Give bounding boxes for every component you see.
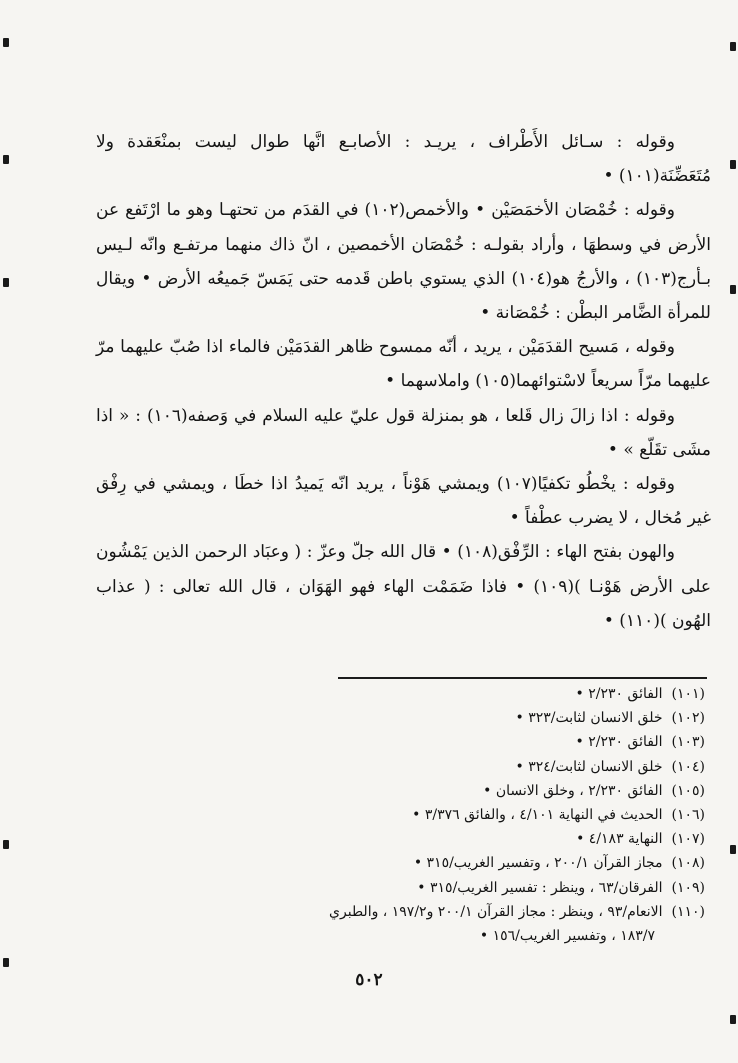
- footnote-number: (١٠٦): [671, 807, 705, 824]
- right-margin-mark: [730, 160, 736, 169]
- footnote-number: (١٠٥): [671, 782, 705, 799]
- footnote-number: (١٠١): [671, 686, 705, 702]
- footnote-text: خلق الانسان لثابت/٣٢٤ •: [515, 758, 663, 775]
- footnote: [96, 706, 705, 730]
- footnote-text: الحديث في النهاية ٤/١٠١ ، والفائق ٣/٣٧٦ •: [412, 807, 663, 824]
- footnote: [96, 779, 705, 803]
- paragraph: وقوله ، مَسيح القدَمَيْن ، يريد ، أنّه ممسوح ظاهر القدَمَيْن فالماء اذا صُبّ عليهما مرّ عليهما مرّاً سريعاً لاسْتوائهما(١٠٥) واملاسهما •: [96, 337, 711, 392]
- footnote-text: الفائق ٢/٢٣٠ •: [575, 734, 663, 751]
- footnote-text: الفرقان/٦٣ ، وينظر : تفسير الغريب/٣١٥ •: [417, 879, 663, 896]
- left-margin-mark: [3, 278, 9, 287]
- footnote: [96, 900, 705, 924]
- right-margin-mark: [730, 845, 736, 854]
- paragraph: وقوله : يخْطُو تكفيًا(١٠٧) ويمشي هَوْناً ، يريد انّه يَميدُ اذا خطَا ، ويمشي في رِفْق غير مُخال ، لا يضرب عطْفاً •: [96, 474, 711, 529]
- footnote-number: (١٠٧): [671, 831, 705, 848]
- footnote-divider: [338, 677, 707, 679]
- footnote-text: الانعام/٩٣ ، وينظر : مجاز القرآن ٢٠٠/١ و١٩٧/٢ ، والطبري: [329, 903, 663, 920]
- left-margin-mark: [3, 958, 9, 967]
- footnote: [96, 730, 705, 754]
- footnote: [96, 682, 705, 706]
- paragraph: وقوله : خُمْصَان الأخمَصَيْن • والأخمص(١٠٢) في القدَم من تحتهـا وهو ما ارْتَفع عن الأرض في وسطهَا ، وأراد بقولـه : خُمْصَان الأخمصين ، انّ ذاك منهما مرتفـع وانّه لـيس بـأرج(١٠٣) ، والأرجُ هو(١٠٤) الذي يستوي باطن قَدمه حتى يَمَسّ جَميعُه الأرض • ويقال للمرأة الضَّامر البطْن : خُمْصَانة •: [96, 200, 711, 324]
- footnote: [96, 827, 705, 851]
- footnote-number: (١٠٣): [671, 734, 705, 751]
- footnote-number: (١٠٨): [671, 855, 705, 872]
- footnote-continuation: ١٨٣/٧ ، وتفسير الغريب/١٥٦ •: [479, 928, 655, 945]
- footnote: [96, 755, 705, 779]
- footnote: [96, 803, 705, 827]
- footnote-number: (١٠٩): [671, 879, 705, 896]
- page-number: ٥٠٢: [355, 970, 383, 990]
- paragraph: والهون بفتح الهاء : الرِّفْق(١٠٨) • قال الله جلّ وعزّ : ( وعبَاد الرحمن الذين يَمْشُون على الأرض هَوْنـا )(١٠٩) • فاذا ضَمَمْت الهاء فهو الهَوَان ، قال الله تعالى : ( عذاب الهُون )(١١٠) •: [96, 542, 711, 631]
- footnote: [96, 851, 705, 875]
- footnote-text: الفائق ٢/٢٣٠ •: [575, 686, 663, 702]
- footnote: [96, 876, 705, 900]
- footnote-number: (١١٠): [671, 903, 705, 920]
- footnote-number: (١٠٤): [671, 758, 705, 775]
- footnote-text: مجاز القرآن ٢٠٠/١ ، وتفسير الغريب/٣١٥ •: [413, 855, 663, 872]
- right-margin-mark: [730, 42, 736, 51]
- footnotes: [96, 682, 705, 948]
- left-margin-mark: [3, 155, 9, 164]
- footnote-number: (١٠٢): [671, 710, 705, 727]
- footnote-text: الفائق ٢/٢٣٠ ، وخلق الانسان •: [483, 782, 663, 799]
- main-text: [96, 125, 711, 638]
- paragraph: وقوله : اذا زالَ زال قَلعا ، هو بمنزلة قول عليّ عليه السلام في وَصفه(١٠٦) : « اذا مشَى تقَلّع » •: [96, 405, 711, 460]
- right-margin-mark: [730, 285, 736, 294]
- left-margin-mark: [3, 38, 9, 47]
- left-margin-mark: [3, 840, 9, 849]
- right-margin-mark: [730, 1015, 736, 1024]
- paragraph: وقوله : سـائل الأَطْراف ، يريـد : الأصابـع انَّها طوال ليست بمنْعَقدة ولا مُتَعَضِّنَة(١٠١) •: [96, 132, 711, 187]
- footnote-text: النهاية ٤/١٨٣ •: [576, 831, 663, 848]
- footnote-text: خلق الانسان لثابت/٣٢٣ •: [515, 710, 663, 727]
